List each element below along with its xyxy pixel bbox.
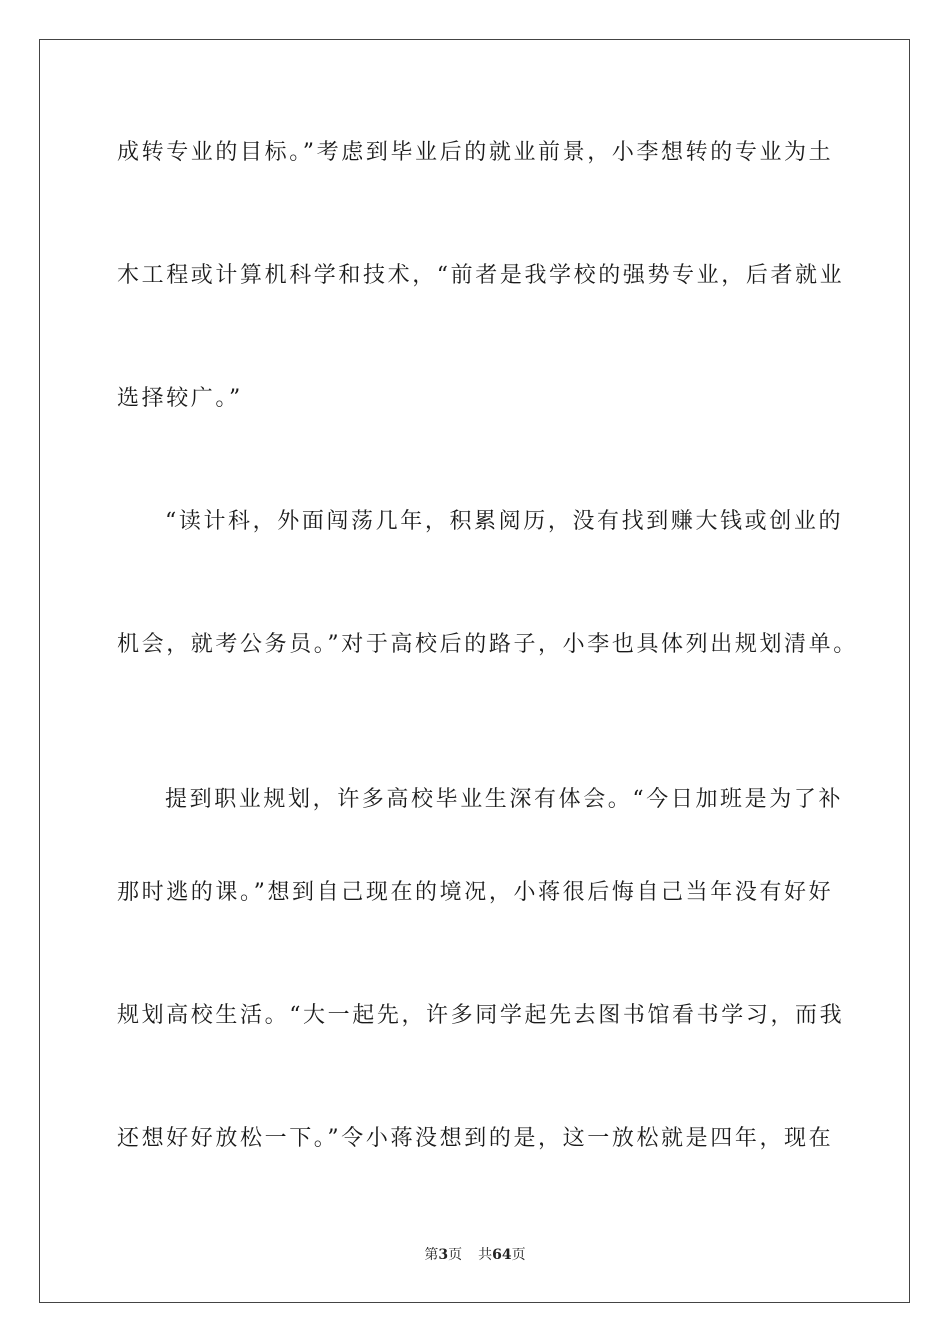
paragraph-line: 机会，就考公务员。”对于高校后的路子，小李也具体列出规划清单。 xyxy=(117,632,858,657)
paragraph-line: “读计科，外面闯荡几年，积累阅历，没有找到赚大钱或创业的 xyxy=(165,509,844,534)
paragraph-line: 那时逃的课。”想到自己现在的境况，小蒋很后悔自己当年没有好好 xyxy=(117,880,834,905)
paragraph-line: 规划高校生活。“大一起先，许多同学起先去图书馆看书学习，而我 xyxy=(117,1003,845,1028)
total-pages: 64 xyxy=(492,1247,512,1263)
paragraph-line: 提到职业规划，许多高校毕业生深有体会。“今日加班是为了补 xyxy=(165,787,844,812)
page-border xyxy=(39,39,910,1303)
total-prefix: 共 xyxy=(478,1247,493,1263)
page-prefix: 第 xyxy=(424,1247,439,1263)
paragraph-line: 成转专业的目标。”考虑到毕业后的就业前景，小李想转的专业为土 xyxy=(117,140,834,165)
paragraph-line: 选择较广。” xyxy=(117,386,243,411)
page-number: 3 xyxy=(438,1247,449,1263)
paragraph-line: 还想好好放松一下。”令小蒋没想到的是，这一放松就是四年，现在 xyxy=(117,1126,834,1151)
page-footer xyxy=(0,1246,950,1264)
page-suffix: 页 xyxy=(448,1247,463,1263)
paragraph-line: 木工程或计算机科学和技术，“前者是我学校的强势专业，后者就业 xyxy=(117,263,845,288)
total-suffix: 页 xyxy=(511,1247,526,1263)
